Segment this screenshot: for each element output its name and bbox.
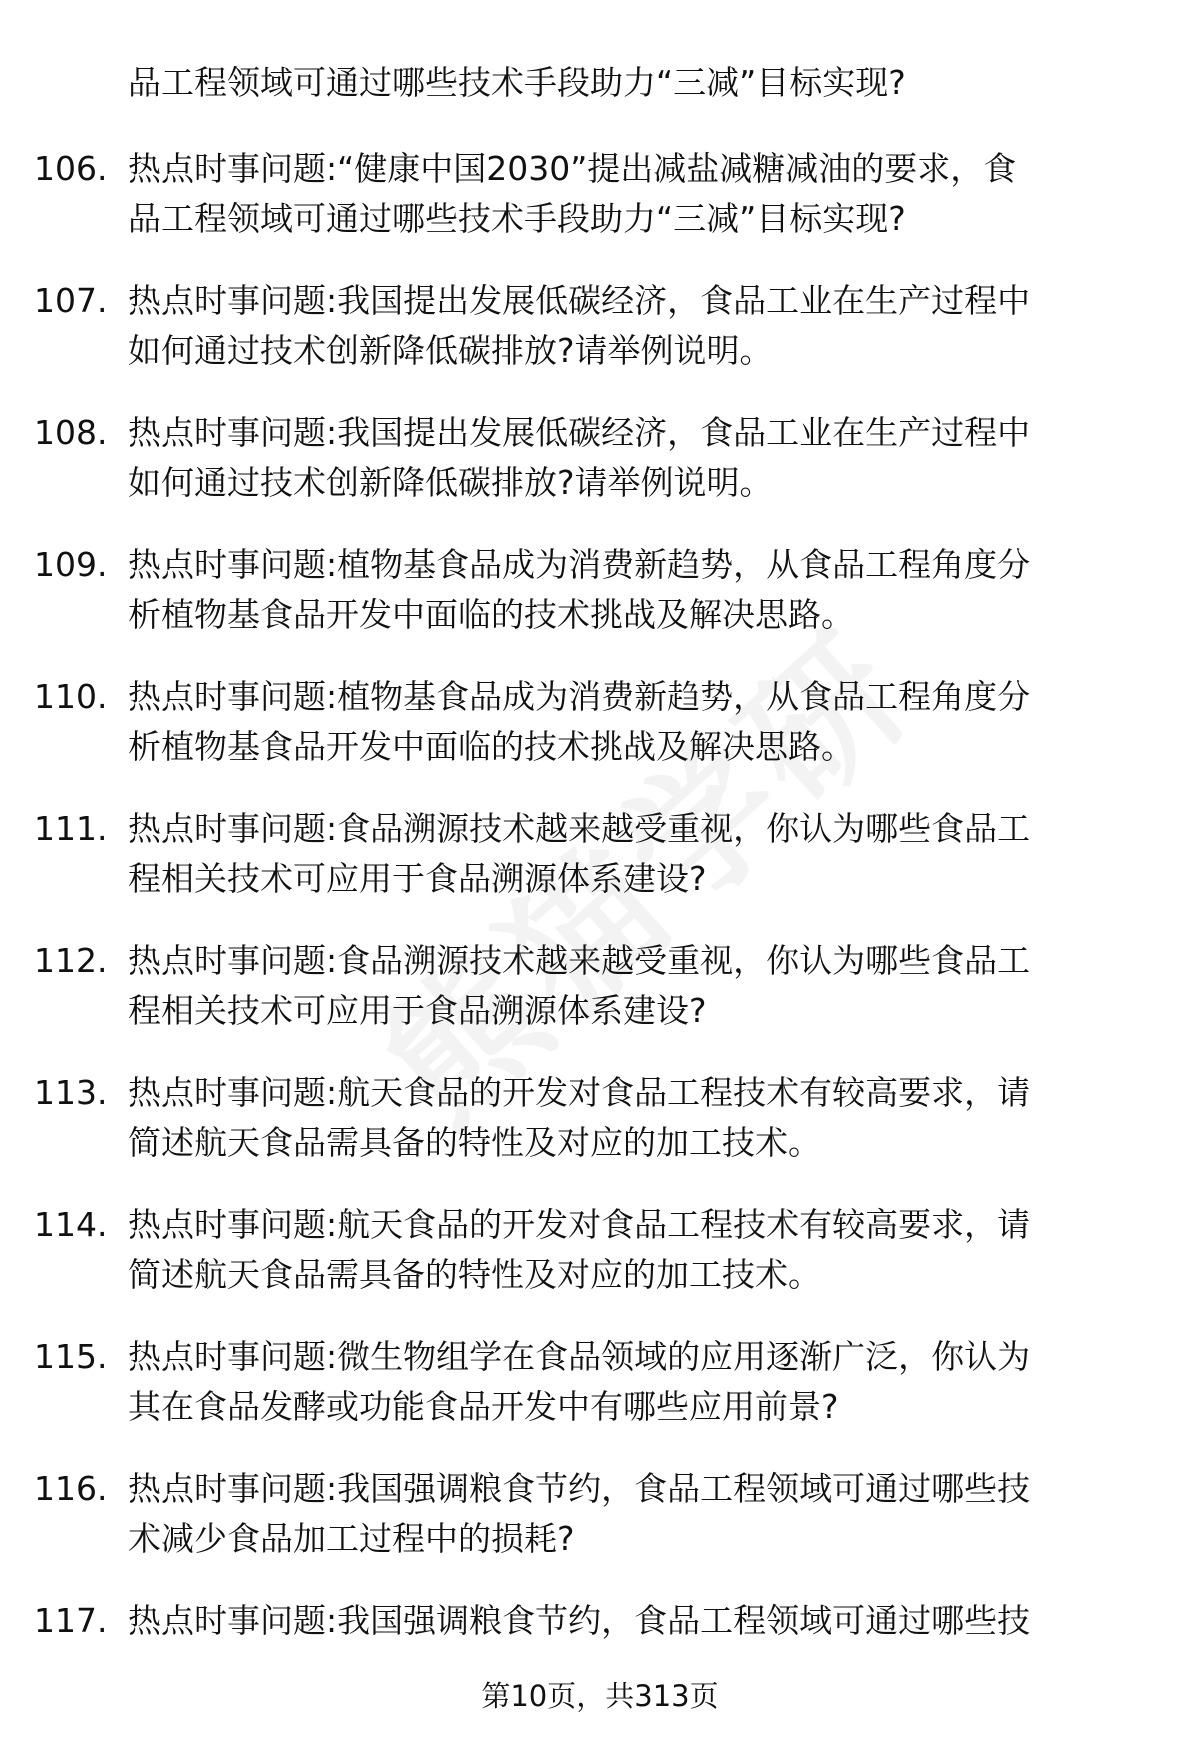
question-text-line: 如何通过技术创新降低碳排放?请举例说明。 [128,463,773,502]
question-text-line: 热点时事问题:我国提出发展低碳经济，食品工业在生产过程中 [128,281,1031,320]
question-item [0,276,1200,408]
question-item [0,1068,1200,1200]
question-text-line: 热点时事问题:我国强调粮食节约，食品工程领域可通过哪些技 [128,1601,1031,1640]
question-number: 113. [34,1073,108,1112]
question-text-line: 析植物基食品开发中面临的技术挑战及解决思路。 [128,727,854,766]
question-text-line: 热点时事问题:我国强调粮食节约，食品工程领域可通过哪些技 [128,1469,1031,1508]
question-text [128,936,1148,1036]
question-text-line: 热点时事问题:植物基食品成为消费新趋势，从食品工程角度分 [128,545,1031,584]
question-number: 114. [34,1205,108,1244]
question-item [0,1332,1200,1464]
page-footer: 第10页，共313页 [481,1679,719,1713]
question-number: 109. [34,545,108,584]
question-text [128,1068,1148,1168]
question-item [0,408,1200,540]
question-text [128,804,1148,904]
question-number: 107. [34,281,108,320]
question-text [128,1200,1148,1300]
question-text-line: 热点时事问题:我国提出发展低碳经济，食品工业在生产过程中 [128,413,1031,452]
question-text-line: 品工程领域可通过哪些技术手段助力“三减”目标实现? [128,199,906,238]
question-text-line: 热点时事问题:食品溯源技术越来越受重视，你认为哪些食品工 [128,941,1031,980]
question-item [0,1464,1200,1596]
continued-question-text: 品工程领域可通过哪些技术手段助力“三减”目标实现? [128,63,906,102]
question-item [0,540,1200,672]
question-text-line: 热点时事问题:植物基食品成为消费新趋势，从食品工程角度分 [128,677,1031,716]
question-text [128,1332,1148,1432]
question-text-line: 其在食品发酵或功能食品开发中有哪些应用前景? [128,1387,839,1426]
question-number: 111. [34,809,108,848]
question-number: 115. [34,1337,108,1376]
question-text-line: 析植物基食品开发中面临的技术挑战及解决思路。 [128,595,854,634]
question-text [128,672,1148,772]
question-text [128,1464,1148,1564]
question-text [128,1596,1148,1646]
question-text-line: 热点时事问题:航天食品的开发对食品工程技术有较高要求，请 [128,1205,1031,1244]
question-text-line: 简述航天食品需具备的特性及对应的加工技术。 [128,1255,821,1294]
question-text-line: 热点时事问题:航天食品的开发对食品工程技术有较高要求，请 [128,1073,1031,1112]
question-text-line: 术减少食品加工过程中的损耗? [128,1519,575,1558]
question-number: 112. [34,941,108,980]
question-text-line: 程相关技术可应用于食品溯源体系建设? [128,859,707,898]
question-item [0,804,1200,936]
question-text [128,276,1148,376]
question-number: 116. [34,1469,108,1508]
question-text [128,144,1148,244]
question-text [128,408,1148,508]
question-text-line: 热点时事问题:食品溯源技术越来越受重视，你认为哪些食品工 [128,809,1031,848]
question-item [0,144,1200,276]
question-text [128,540,1148,640]
question-number: 117. [34,1601,108,1640]
question-text-line: 如何通过技术创新降低碳排放?请举例说明。 [128,331,773,370]
question-item [0,672,1200,804]
question-text-line: 简述航天食品需具备的特性及对应的加工技术。 [128,1123,821,1162]
question-item [0,936,1200,1068]
question-text-line: 热点时事问题:“健康中国2030”提出减盐减糖减油的要求，食 [128,149,1017,188]
question-number: 110. [34,677,108,716]
question-number: 108. [34,413,108,452]
question-text-line: 程相关技术可应用于食品溯源体系建设? [128,991,707,1030]
question-text-line: 热点时事问题:微生物组学在食品领域的应用逐渐广泛，你认为 [128,1337,1031,1376]
question-item [0,1200,1200,1332]
question-number: 106. [34,149,108,188]
question-list [0,144,1200,1728]
